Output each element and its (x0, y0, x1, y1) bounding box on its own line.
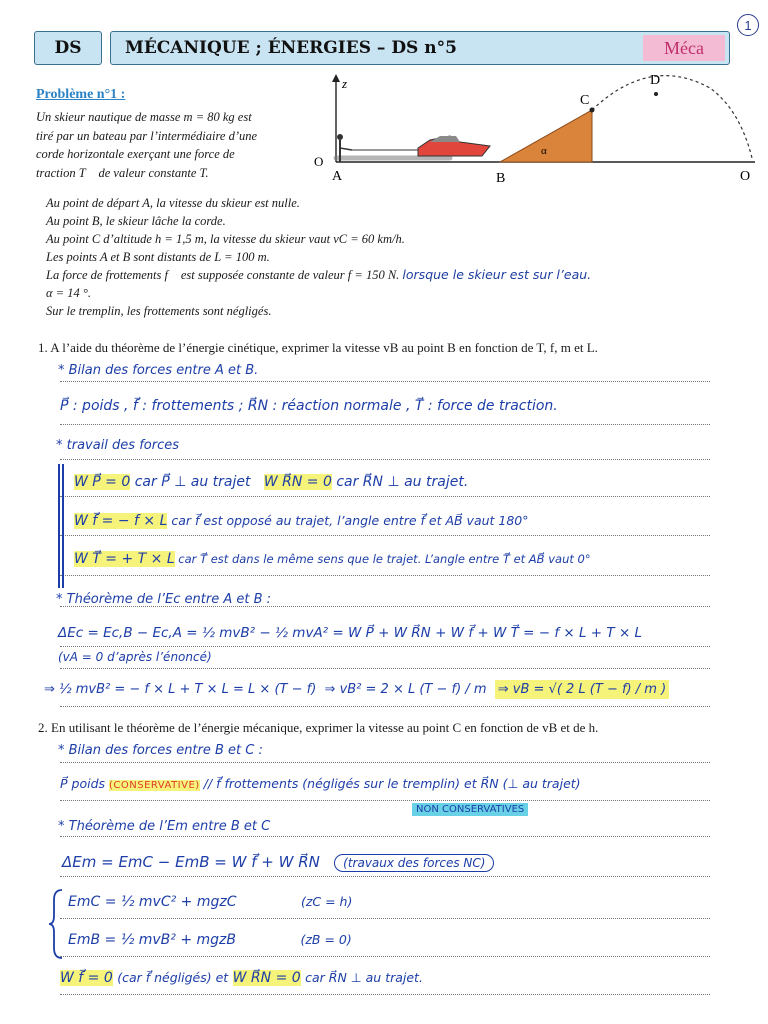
weight-label: P⃗ poids (60, 776, 106, 791)
fact-line: α = 14 °. (46, 286, 91, 300)
label-o: O (740, 169, 751, 184)
q1-result (44, 682, 669, 697)
work-normal-zero-reason: car R⃗N ⊥ au trajet. (305, 970, 423, 985)
rule-line (60, 762, 710, 763)
rule-line (60, 381, 710, 382)
rule-line (60, 876, 710, 877)
q1-work-weight (74, 474, 468, 490)
intro-line: tiré par un bateau par l’intermédiaire d’une (36, 128, 258, 143)
rule-line (60, 706, 710, 707)
q1-tec-equation: ΔEc = Ec,B − Ec,A = ½ mvB² − ½ mvA² = W P⃗ + W R⃗N + W f⃗ + W T⃗ = − f × L + T × L (58, 625, 643, 641)
origin-label: O (314, 154, 324, 169)
label-a: A (332, 169, 343, 184)
header-title-bar (110, 31, 730, 65)
emc-note: (zC = h) (300, 894, 353, 909)
fact-text: La force de frottements f⃗ est supposée constante de valeur f = 150 N. (46, 268, 400, 282)
q2-tem-title: * Théorème de l’Em entre B et C (58, 819, 271, 834)
q2-forces (60, 776, 581, 791)
rule-line (60, 668, 710, 669)
z-axis-arrow (332, 74, 340, 82)
rule-line (60, 496, 710, 497)
ski-jump-diagram (300, 70, 762, 188)
emc-expression: EmC = ½ mvC² + mgzC (68, 894, 237, 910)
rule-line (60, 918, 710, 919)
fact-line (46, 266, 592, 284)
intro-line: corde horizontale exerçant une force de (36, 147, 235, 161)
rule-line (60, 800, 710, 801)
fact-line: Au point de départ A, la vitesse du skieur est nulle. (46, 196, 300, 210)
bracket-bar (58, 464, 60, 588)
work-normal-zero: W R⃗N = 0 (232, 970, 301, 986)
q2-emc (68, 894, 352, 910)
label-d: D (650, 73, 661, 88)
fact-annotation: lorsque le skieur est sur l’eau. (402, 267, 592, 282)
question-2: 2. En utilisant le théorème de l’énergie mécanique, exprimer la vitesse au point C en fonction de vB et de h. (38, 720, 599, 735)
work-weight-value: W P⃗ = 0 (74, 474, 131, 490)
forces-rest: // f⃗ frottements (négligés sur le tremplin) et R⃗N (⊥ au trajet) (203, 776, 581, 791)
rule-line (60, 575, 710, 576)
q1-tec-title: * Théorème de l’Ec entre A et B : (56, 592, 272, 607)
q1-va-note: (vA = 0 d’après l’énoncé) (58, 650, 212, 664)
emb-note: (zB = 0) (300, 932, 352, 947)
result-vb-final: ⇒ vB = √( 2 L (T − f) / m ) (495, 680, 669, 699)
work-normal-reason: car R⃗N ⊥ au trajet. (336, 474, 469, 490)
label-c: C (580, 93, 590, 108)
work-friction-reason: car f⃗ est opposé au trajet, l’angle entre f⃗ et AB⃗ vaut 180° (171, 513, 529, 528)
q1-travail-title: * travail des forces (56, 438, 180, 453)
non-conservatives-label: NON CONSERVATIVES (412, 803, 528, 816)
tem-note: (travaux des forces NC) (334, 854, 494, 872)
q2-bilan-title: * Bilan des forces entre B et C : (58, 743, 263, 758)
rule-line (60, 956, 710, 957)
question-1: 1. A l’aide du théorème de l’énergie cinétique, exprimer la vitesse vB au point B en fonction de T, f, m et L. (38, 340, 598, 355)
conservative-label: (CONSERVATIVE) (109, 780, 200, 791)
q2-emb (68, 932, 352, 948)
bracket-bar (62, 464, 64, 588)
subject-tag: Méca (643, 35, 725, 61)
problem-intro (36, 108, 298, 182)
work-traction-reason: car T⃗ est dans le même sens que le trajet. L’angle entre T⃗ et AB⃗ vaut 0° (178, 552, 591, 566)
q2-works (60, 970, 423, 986)
fact-line: Au point C d’altitude h = 1,5 m, la vitesse du skieur vaut vC = 60 km/h. (46, 232, 405, 246)
intro-line: traction T⃗ de valeur constante T. (36, 165, 209, 180)
point-c (590, 108, 595, 113)
emb-expression: EmB = ½ mvB² + mgzB (68, 932, 236, 948)
work-friction-value: W f⃗ = − f × L (74, 513, 168, 529)
work-friction-zero: W f⃗ = 0 (60, 970, 113, 986)
trajectory (592, 76, 752, 158)
brace-icon (48, 888, 64, 960)
work-friction-zero-reason: (car f⃗ négligés) et (117, 970, 229, 985)
problem-facts (46, 194, 592, 320)
rule-line (60, 535, 710, 536)
result-step-b: ⇒ vB² = 2 × L (T − f) / m (324, 682, 487, 697)
q1-bilan-title: * Bilan des forces entre A et B. (58, 363, 259, 378)
work-weight-reason: car P⃗ ⊥ au trajet (134, 474, 251, 490)
page-title: MÉCANIQUE ; ÉNERGIES – DS n°5 (125, 38, 457, 58)
z-axis-label: z (342, 76, 348, 91)
rule-line (60, 994, 710, 995)
page-number: 1 (737, 14, 759, 36)
q2-tem-equation (62, 853, 494, 871)
intro-line: Un skieur nautique de masse m = 80 kg est (36, 110, 252, 124)
rule-line (60, 424, 710, 425)
fact-line: Les points A et B sont distants de L = 100 m. (46, 250, 270, 264)
q1-work-traction (74, 551, 591, 567)
fact-line: Au point B, le skieur lâche la corde. (46, 214, 226, 228)
q1-work-friction (74, 513, 529, 529)
result-step-a: ⇒ ½ mvB² = − f × L + T × L = L × (T − f) (44, 682, 317, 697)
rule-line (60, 836, 710, 837)
rule-line (60, 646, 710, 647)
rule-line (60, 459, 710, 460)
ds-label: DS (34, 31, 102, 65)
point-d (654, 92, 658, 96)
fact-line: Sur le tremplin, les frottements sont négligés. (46, 304, 272, 318)
problem-title: Problème n°1 : (36, 87, 126, 102)
angle-label: α (541, 145, 547, 157)
work-normal-value: W R⃗N = 0 (263, 474, 332, 490)
tem-equation: ΔEm = EmC − EmB = W f⃗ + W R⃗N (62, 853, 320, 871)
q1-bilan-forces: P⃗ : poids , f⃗ : frottements ; R⃗N : réaction normale , T⃗ : force de traction. (60, 398, 558, 414)
label-b: B (496, 171, 506, 186)
work-traction-value: W T⃗ = + T × L (74, 551, 175, 567)
